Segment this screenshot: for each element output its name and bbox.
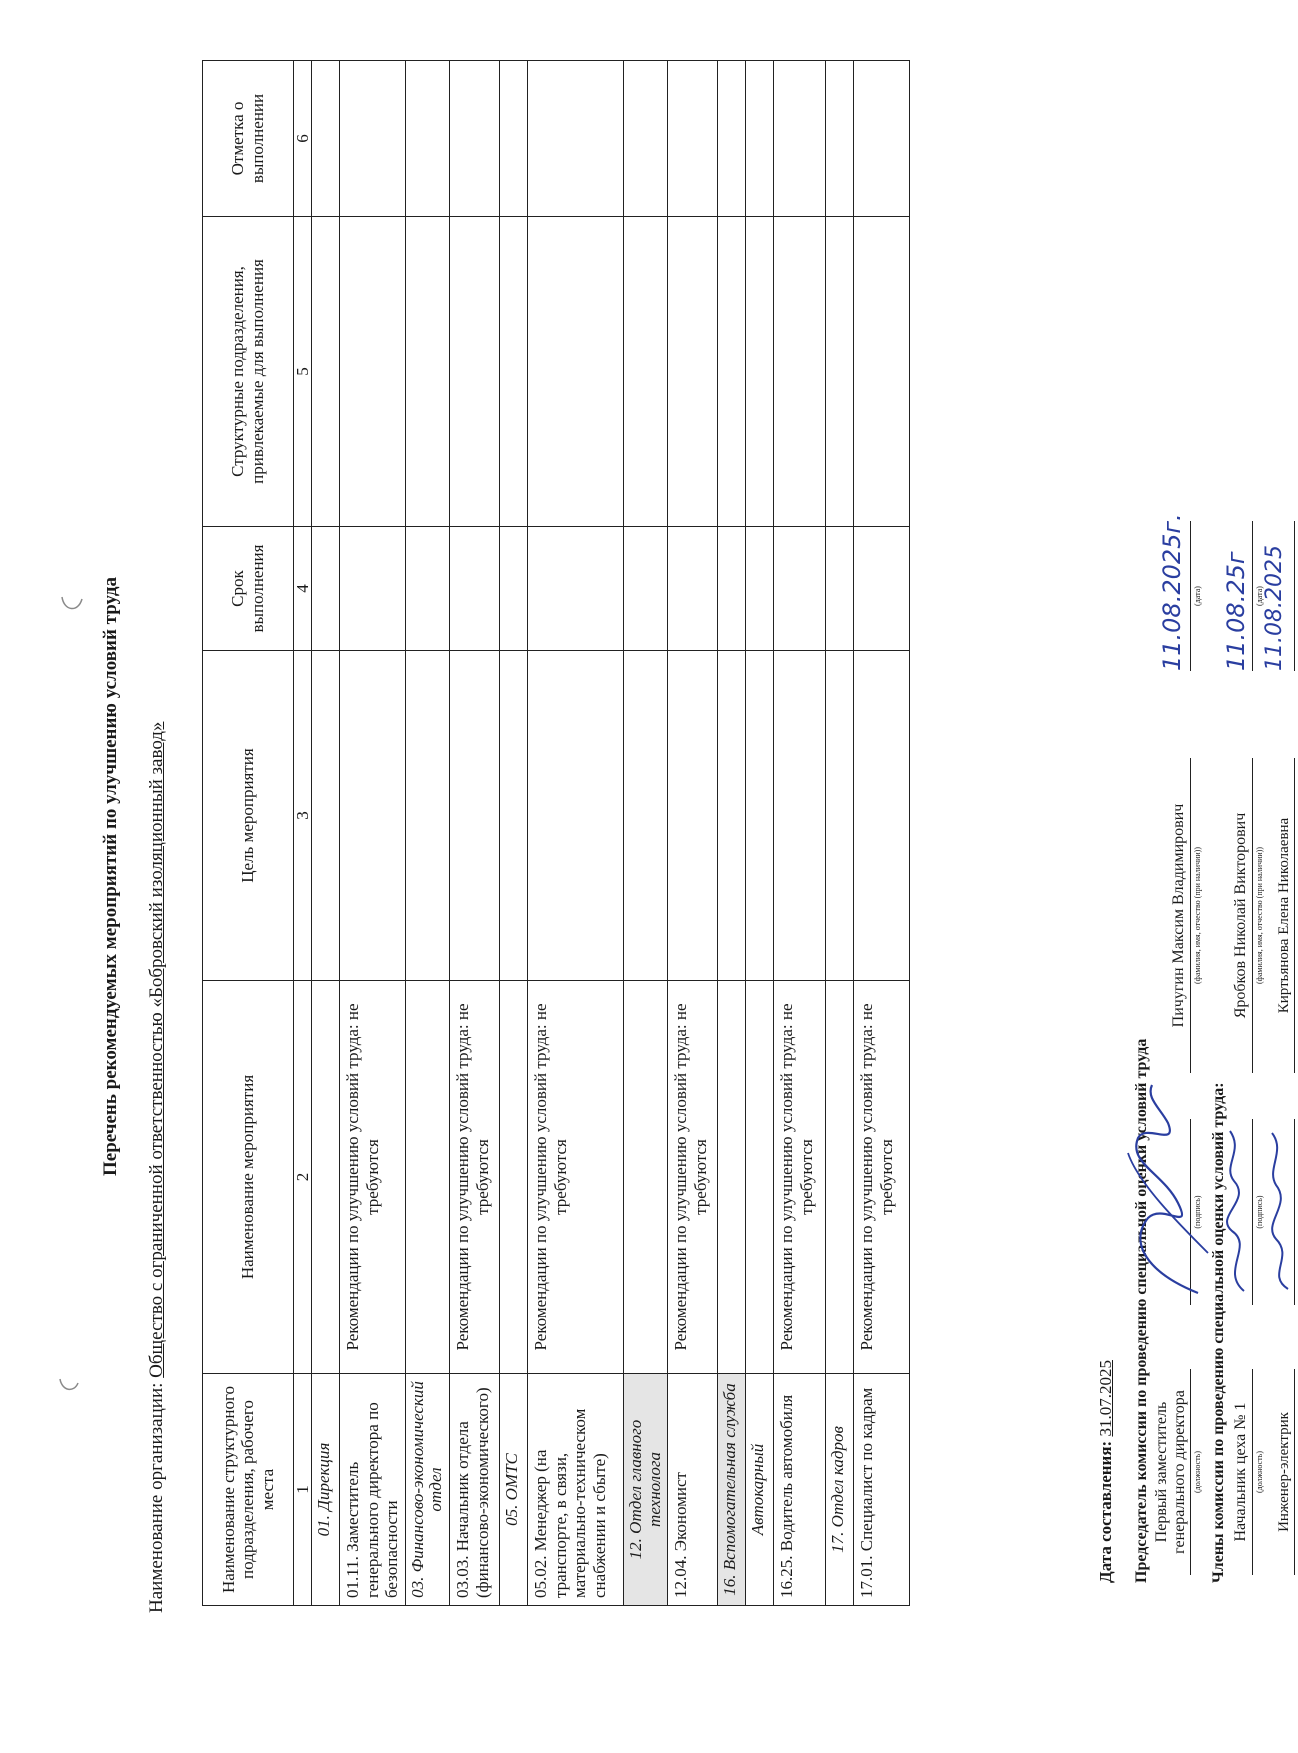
signature-line bbox=[1190, 1119, 1191, 1305]
document-title: Перечень рекомендуемых мероприятий по улучшению условий труда bbox=[100, 577, 121, 1176]
scan-mark bbox=[56, 591, 86, 621]
date-caption: (дата) bbox=[1255, 586, 1264, 606]
date-line bbox=[1252, 521, 1253, 671]
signatory-position: Инженер-электрик bbox=[1276, 1412, 1292, 1532]
table-row bbox=[826, 61, 854, 1606]
column-number: 6 bbox=[294, 61, 312, 217]
header-cell: Срок выполнения bbox=[203, 527, 294, 651]
measure-text: Рекомендации по улучшению условий труда: не требуются bbox=[668, 981, 718, 1374]
table-row bbox=[528, 61, 624, 1606]
column-number: 4 bbox=[294, 527, 312, 651]
name-line bbox=[1190, 758, 1191, 1073]
section-label: 05. ОМТС bbox=[500, 1374, 528, 1606]
table-row bbox=[624, 61, 668, 1606]
measure-text: Рекомендации по улучшению условий труда: не требуются bbox=[340, 981, 406, 1374]
table-row bbox=[718, 61, 746, 1606]
compilation-date bbox=[1096, 1360, 1116, 1583]
date-label: Дата составления: bbox=[1096, 1440, 1115, 1583]
table-row bbox=[774, 61, 826, 1606]
measure-text: Рекомендации по улучшению условий труда: не требуются bbox=[854, 981, 910, 1374]
measures-table bbox=[202, 60, 910, 1606]
org-label: Наименование организации: bbox=[146, 1382, 167, 1613]
members-heading: Члены комиссии по проведению специальной оценки условий труда: bbox=[1210, 1082, 1227, 1583]
name-line bbox=[1294, 758, 1295, 1073]
header-cell: Наименование структурного подразделения, рабочего места bbox=[203, 1374, 294, 1606]
position-line bbox=[1294, 1369, 1295, 1575]
date-value: 31.07.2025 bbox=[1096, 1360, 1115, 1437]
table-row bbox=[340, 61, 406, 1606]
signatory-name: Яробков Николай Викторович bbox=[1232, 812, 1249, 1019]
table-row bbox=[405, 61, 449, 1606]
position-name: 03.03. Начальник отдела (финансово-экономического) bbox=[450, 1374, 500, 1606]
column-number-row bbox=[294, 61, 312, 1606]
position-name: 16.25. Водитель автомобиля bbox=[774, 1374, 826, 1606]
section-label: 03. Финансово-экономический отдел bbox=[405, 1374, 449, 1606]
signatory-name: Киртьянова Елена Николаевна bbox=[1276, 817, 1292, 1014]
table-header-row bbox=[203, 61, 294, 1606]
column-number: 1 bbox=[294, 1374, 312, 1606]
signatory-position: Начальник цеха № 1 bbox=[1232, 1402, 1249, 1542]
table-row bbox=[854, 61, 910, 1606]
section-label: 17. Отдел кадров bbox=[826, 1374, 854, 1606]
measure-text: Рекомендации по улучшению условий труда: не требуются bbox=[774, 981, 826, 1374]
table-row bbox=[668, 61, 718, 1606]
signature-line bbox=[1294, 1119, 1295, 1305]
header-cell: Цель мероприятия bbox=[203, 651, 294, 981]
section-label: 16. Вспомогательная служба bbox=[718, 1374, 746, 1606]
position-name: 12.04. Экономист bbox=[668, 1374, 718, 1606]
handwritten-date: 11.08.2025 bbox=[1262, 545, 1287, 671]
position-caption: (должность) bbox=[1193, 1451, 1202, 1493]
date-line bbox=[1294, 521, 1295, 671]
signatory-name: Пичугин Максим Владимирович bbox=[1170, 803, 1187, 1028]
name-line bbox=[1252, 758, 1253, 1073]
signatory-position: Первый заместитель генерального директора bbox=[1153, 1390, 1188, 1554]
measure-text: Рекомендации по улучшению условий труда: не требуются bbox=[450, 981, 500, 1374]
member-signature bbox=[1262, 1127, 1298, 1297]
section-label: Автокарный bbox=[746, 1374, 774, 1606]
table-row bbox=[500, 61, 528, 1606]
column-number: 5 bbox=[294, 217, 312, 527]
column-number: 3 bbox=[294, 651, 312, 981]
handwritten-date: 11.08.25г bbox=[1222, 551, 1250, 671]
position-name: 05.02. Менеджер (на транспорте, в связи, материально-техническом снабжении и сбыте) bbox=[528, 1374, 624, 1606]
scan-mark bbox=[54, 1373, 84, 1403]
header-cell: Наименование мероприятия bbox=[203, 981, 294, 1374]
organization-line bbox=[146, 722, 168, 1613]
name-caption: (фамилия, имя, отчество (при наличии)) bbox=[1255, 847, 1264, 984]
chairman-heading: Председатель комиссии по проведению специальной оценки условий труда bbox=[1133, 1038, 1150, 1583]
position-caption: (должность) bbox=[1255, 1451, 1264, 1493]
section-label: 12. Отдел главного технолога bbox=[624, 1374, 668, 1606]
table-row bbox=[450, 61, 500, 1606]
date-line bbox=[1190, 521, 1191, 671]
position-line bbox=[1252, 1369, 1253, 1575]
name-caption: (фамилия, имя, отчество (при наличии)) bbox=[1193, 847, 1202, 984]
position-name: 17.01. Специалист по кадрам bbox=[854, 1374, 910, 1606]
section-label: 01. Дирекция bbox=[312, 1374, 340, 1606]
measure-text: Рекомендации по улучшению условий труда: не требуются bbox=[528, 981, 624, 1374]
signature-line bbox=[1252, 1119, 1253, 1305]
signature-caption: (подпись) bbox=[1193, 1195, 1202, 1229]
position-line bbox=[1190, 1369, 1191, 1575]
column-number: 2 bbox=[294, 981, 312, 1374]
org-name: Общество с ограниченной ответственностью «Бобровский изоляционный завод» bbox=[146, 721, 167, 1378]
header-cell: Отметка о выполнении bbox=[203, 61, 294, 217]
table-row bbox=[312, 61, 340, 1606]
date-caption: (дата) bbox=[1193, 586, 1202, 606]
header-cell: Структурные подразделения, привлекаемые для выполнения bbox=[203, 217, 294, 527]
position-name: 01.11. Заместитель генерального директора по безопасности bbox=[340, 1374, 406, 1606]
handwritten-date: 11.08.2025г. bbox=[1158, 513, 1186, 671]
table-row bbox=[746, 61, 774, 1606]
signature-caption: (подпись) bbox=[1255, 1195, 1264, 1229]
